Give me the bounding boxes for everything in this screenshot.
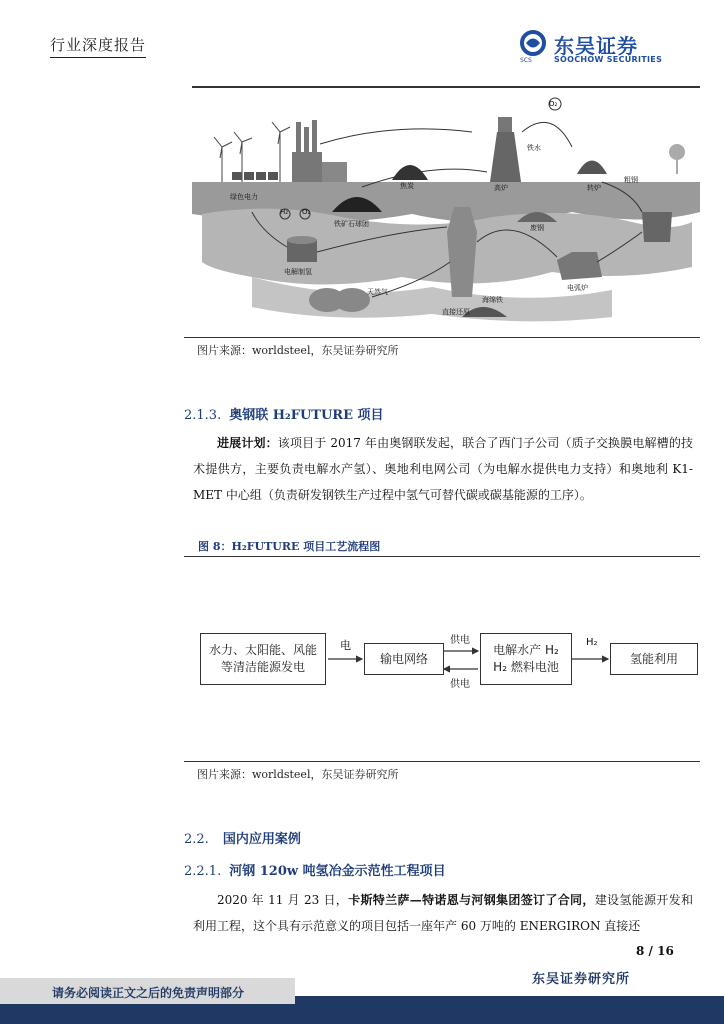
logo-abbr-text: SCS — [520, 57, 532, 64]
flow-label-supply-bottom: 供电 — [450, 679, 470, 690]
flow-box-electrolysis-line2: H₂ 燃料电池 — [493, 660, 559, 674]
figure-8-title: 图 8：H₂FUTURE 项目工艺流程图 — [198, 540, 381, 553]
section-heading-2-1-3 — [184, 404, 384, 423]
paragraph-lead: 进展计划： — [217, 436, 278, 450]
label-iron-ore: 铁矿石球团 — [334, 220, 369, 228]
paragraph-post: 建设氢能源开发和利用工程，这个具有示范意义的项目包括一座年产 60 万吨的 ENERGIRON 直接还 — [193, 893, 693, 933]
logo-en-text: SOOCHOW SECURITIES — [554, 55, 663, 64]
flow-label-electricity: 电 — [340, 639, 351, 652]
flow-box-electrolysis — [480, 633, 572, 685]
label-dri: 直接还原 — [442, 308, 470, 316]
label-o2: O₂ — [302, 208, 311, 216]
section-number: 2.2.1. — [184, 864, 222, 879]
paragraph-pre: 2020 年 11 月 23 日， — [217, 893, 349, 907]
top-rule — [192, 86, 700, 88]
figure-8-caption: 图片来源：worldsteel，东吴证券研究所 — [197, 768, 399, 781]
label-scrap: 废钢 — [530, 224, 544, 232]
paragraph-2-2-1 — [193, 887, 693, 939]
figure-top-caption: 图片来源：worldsteel，东吴证券研究所 — [197, 344, 399, 357]
label-coke: 焦炭 — [400, 182, 414, 190]
flow-label-h2: H₂ — [586, 637, 598, 648]
label-natural-gas: 天然气 — [367, 288, 388, 296]
footer-blue-band — [0, 1004, 724, 1024]
logo-mark-icon — [520, 30, 548, 56]
flow-box-grid: 输电网络 — [364, 643, 444, 675]
flow-diagram — [200, 625, 700, 695]
paragraph-text: 该项目于 2017 年由奥钢联发起，联合了西门子公司（质子交换膜电解槽的技术提供方，主要负责电解水产氢）、奥地利电网公司（为电解水提供电力支持）和奥地利 K1-MET 中心组（负责研发钢铁生产过程中氢气可替代碳或碳基能源的工序）。 — [193, 436, 693, 502]
label-blast-furnace: 高炉 — [494, 184, 508, 192]
label-eaf: 电弧炉 — [567, 284, 588, 292]
report-type-tag: 行业深度报告 — [50, 34, 146, 58]
flow-box-hydrogen-use: 氢能利用 — [610, 643, 698, 675]
flow-box-clean-energy-line1: 水力、太阳能、风能 — [208, 643, 317, 657]
section-number: 2.2. — [184, 832, 209, 847]
figure-bottom-rule — [184, 337, 700, 338]
label-o2-top: O₂ — [549, 100, 558, 108]
label-sponge-iron: 海绵铁 — [482, 296, 503, 304]
section-heading-2-2-1 — [184, 860, 446, 879]
steel-process-illustration — [192, 92, 700, 332]
label-converter: 转炉 — [587, 184, 601, 192]
section-heading-2-2 — [184, 828, 301, 847]
section-title: 国内应用案例 — [222, 832, 301, 847]
footer-disclaimer: 请务必阅读正文之后的免责声明部分 — [52, 986, 245, 1000]
section-title: 奥钢联 H₂FUTURE 项目 — [229, 408, 384, 423]
logo-cn-text: 东吴证券 — [554, 34, 638, 58]
footer-institute: 东吴证券研究所 — [532, 972, 631, 987]
label-crude-steel: 粗钢 — [624, 176, 638, 184]
page-number: 8 / 16 — [636, 944, 674, 958]
flow-box-clean-energy — [200, 633, 326, 685]
figure-8-title-bar — [184, 535, 700, 557]
label-iron-water: 铁水 — [527, 144, 541, 152]
label-electrolysis: 电解制氢 — [284, 268, 312, 276]
section-title: 河钢 120w 吨氢冶金示范性工程项目 — [229, 864, 446, 879]
flow-box-clean-energy-line2: 等清洁能源发电 — [220, 660, 305, 674]
section-number: 2.1.3. — [184, 408, 222, 423]
flow-label-supply-top: 供电 — [450, 635, 470, 646]
label-h2: H₂ — [280, 208, 289, 216]
paragraph-bold: 卡斯特兰萨—特诺恩与河钢集团签订了合同， — [348, 893, 595, 907]
brand-logo — [520, 30, 690, 66]
figure-8-bottom-rule — [184, 761, 700, 762]
flow-box-electrolysis-line1: 电解水产 H₂ — [493, 643, 559, 657]
paragraph-2-1-3 — [193, 430, 693, 508]
footer-blue-strip — [295, 996, 724, 1004]
label-green-power: 绿色电力 — [230, 193, 258, 201]
